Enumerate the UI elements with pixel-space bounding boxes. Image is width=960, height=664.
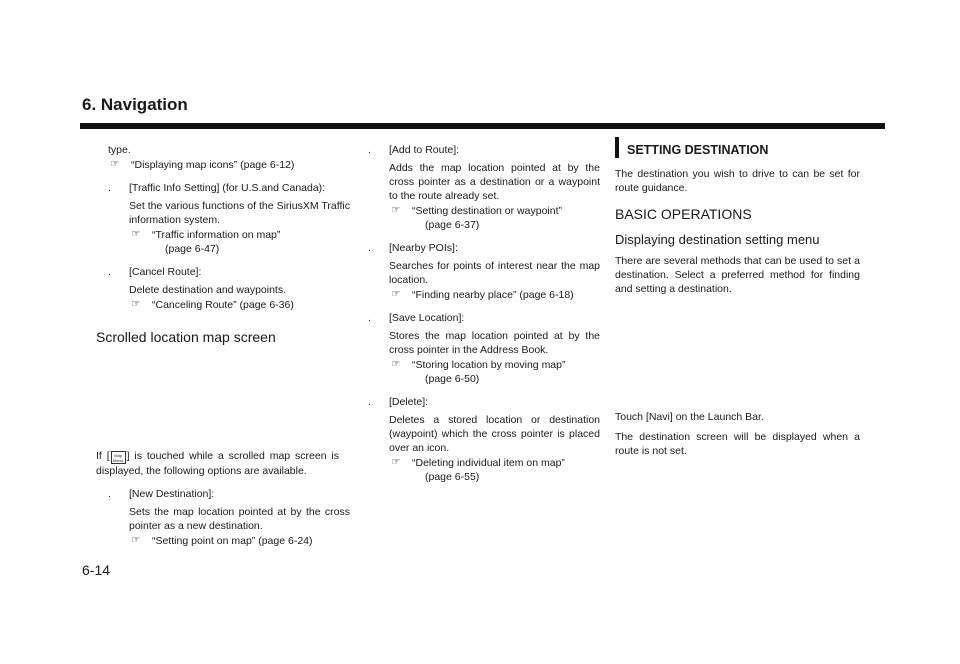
list-item xyxy=(368,311,600,386)
intro-before: If [ xyxy=(96,450,110,462)
pointing-hand-icon: ☞ xyxy=(391,456,401,468)
pointing-hand-icon: ☞ xyxy=(131,228,141,240)
bullet: . xyxy=(368,396,371,408)
cross-reference-page: (page 6-50) xyxy=(425,373,480,385)
topic-heading: Displaying destination setting menu xyxy=(615,232,820,247)
figure-space xyxy=(615,296,860,400)
list-item xyxy=(368,395,600,484)
list-item xyxy=(108,265,350,312)
list-item xyxy=(368,241,600,302)
chapter-title: 6. Navigation xyxy=(82,95,188,114)
page-number: 6-14 xyxy=(82,562,111,578)
list-item-body: Delete destination and waypoints. xyxy=(129,284,287,296)
section-heading xyxy=(615,143,860,157)
list-item-title: [Nearby POIs]: xyxy=(389,242,458,254)
column-3 xyxy=(615,143,860,458)
map-menu-icon: Map Menu xyxy=(111,451,126,464)
continued-text: type. xyxy=(108,144,131,156)
list-item-title: [New Destination]: xyxy=(129,488,215,500)
subsection-heading: Scrolled location map screen xyxy=(96,329,276,345)
paragraph: Touch [Navi] on the Launch Bar. xyxy=(615,411,764,423)
pointing-hand-icon: ☞ xyxy=(391,288,401,300)
list-item-body: Deletes a stored location or destination (waypoint) which the cross pointer is placed over an icon. xyxy=(389,414,600,454)
cross-reference-text: “Traffic information on map” xyxy=(152,229,281,241)
list-item-title: [Delete]: xyxy=(389,396,429,408)
intro-after: ] is touched while a scrolled map screen is displayed, the following options are available. xyxy=(96,450,339,477)
cross-reference[interactable] xyxy=(108,158,350,172)
pointing-hand-icon: ☞ xyxy=(391,358,401,370)
cross-reference[interactable] xyxy=(389,204,600,232)
cross-reference-text: “Setting point on map” (page 6-24) xyxy=(152,535,313,547)
list-item-body: Adds the map location pointed at by the cross pointer as a destination or a waypoint to the route already set. xyxy=(389,162,600,202)
subsection-heading: BASIC OPERATIONS xyxy=(615,206,752,222)
list-item-body: Set the various functions of the SiriusXM Traffic information system. xyxy=(129,200,350,226)
cross-reference-page: (page 6-47) xyxy=(165,243,220,255)
cross-reference-page: (page 6-37) xyxy=(425,219,480,231)
list-item-title: [Traffic Info Setting] (for U.S.and Canada): xyxy=(129,182,326,194)
list-item xyxy=(108,181,350,256)
list-item-body: Sets the map location pointed at by the cross pointer as a new destination. xyxy=(129,506,350,532)
pointing-hand-icon: ☞ xyxy=(391,204,401,216)
section-intro: The destination you wish to drive to can be set for route guidance. xyxy=(615,168,860,194)
pointing-hand-icon: ☞ xyxy=(131,534,141,546)
cross-reference-page: (page 6-55) xyxy=(425,471,480,483)
figure-space xyxy=(108,344,350,449)
column-1 xyxy=(96,143,350,548)
cross-reference[interactable] xyxy=(389,456,600,484)
cross-reference[interactable] xyxy=(389,288,600,302)
cross-reference-text: “Setting destination or waypoint” xyxy=(412,205,562,217)
paragraph: The destination screen will be displayed when a route is not set. xyxy=(615,431,860,457)
paragraph: There are several methods that can be used to set a destination. Select a preferred method for finding and setting a destination. xyxy=(615,255,860,295)
pointing-hand-icon: ☞ xyxy=(110,158,120,170)
list-item xyxy=(108,487,350,548)
header-rule xyxy=(80,123,885,129)
cross-reference-text: “Canceling Route” (page 6-36) xyxy=(152,299,294,311)
list-item-body: Searches for points of interest near the map location. xyxy=(389,260,600,286)
cross-reference-text: “Finding nearby place” (page 6-18) xyxy=(412,289,574,301)
cross-reference[interactable] xyxy=(129,298,350,312)
cross-reference[interactable] xyxy=(129,534,350,548)
list-item-title: [Cancel Route]: xyxy=(129,266,202,278)
list-item-title: [Save Location]: xyxy=(389,312,465,324)
bullet: . xyxy=(368,144,371,156)
cross-reference-text: “Deleting individual item on map” xyxy=(412,457,565,469)
cross-reference[interactable] xyxy=(129,228,350,256)
bullet: . xyxy=(108,182,111,194)
cross-reference-text: “Displaying map icons” (page 6-12) xyxy=(131,159,295,171)
cross-reference[interactable] xyxy=(389,358,600,386)
section-heading-bar xyxy=(615,137,619,158)
intro-paragraph xyxy=(96,449,339,478)
cross-reference-text: “Storing location by moving map” xyxy=(412,359,566,371)
pointing-hand-icon: ☞ xyxy=(131,298,141,310)
bullet: . xyxy=(368,312,371,324)
bullet: . xyxy=(108,266,111,278)
bullet: . xyxy=(368,242,371,254)
column-2 xyxy=(368,143,600,484)
bullet: . xyxy=(108,488,111,500)
list-item-body: Stores the map location pointed at by the cross pointer in the Address Book. xyxy=(389,330,600,356)
section-heading-text: SETTING DESTINATION xyxy=(627,143,769,157)
list-item-title: [Add to Route]: xyxy=(389,144,460,156)
list-item xyxy=(368,143,600,232)
